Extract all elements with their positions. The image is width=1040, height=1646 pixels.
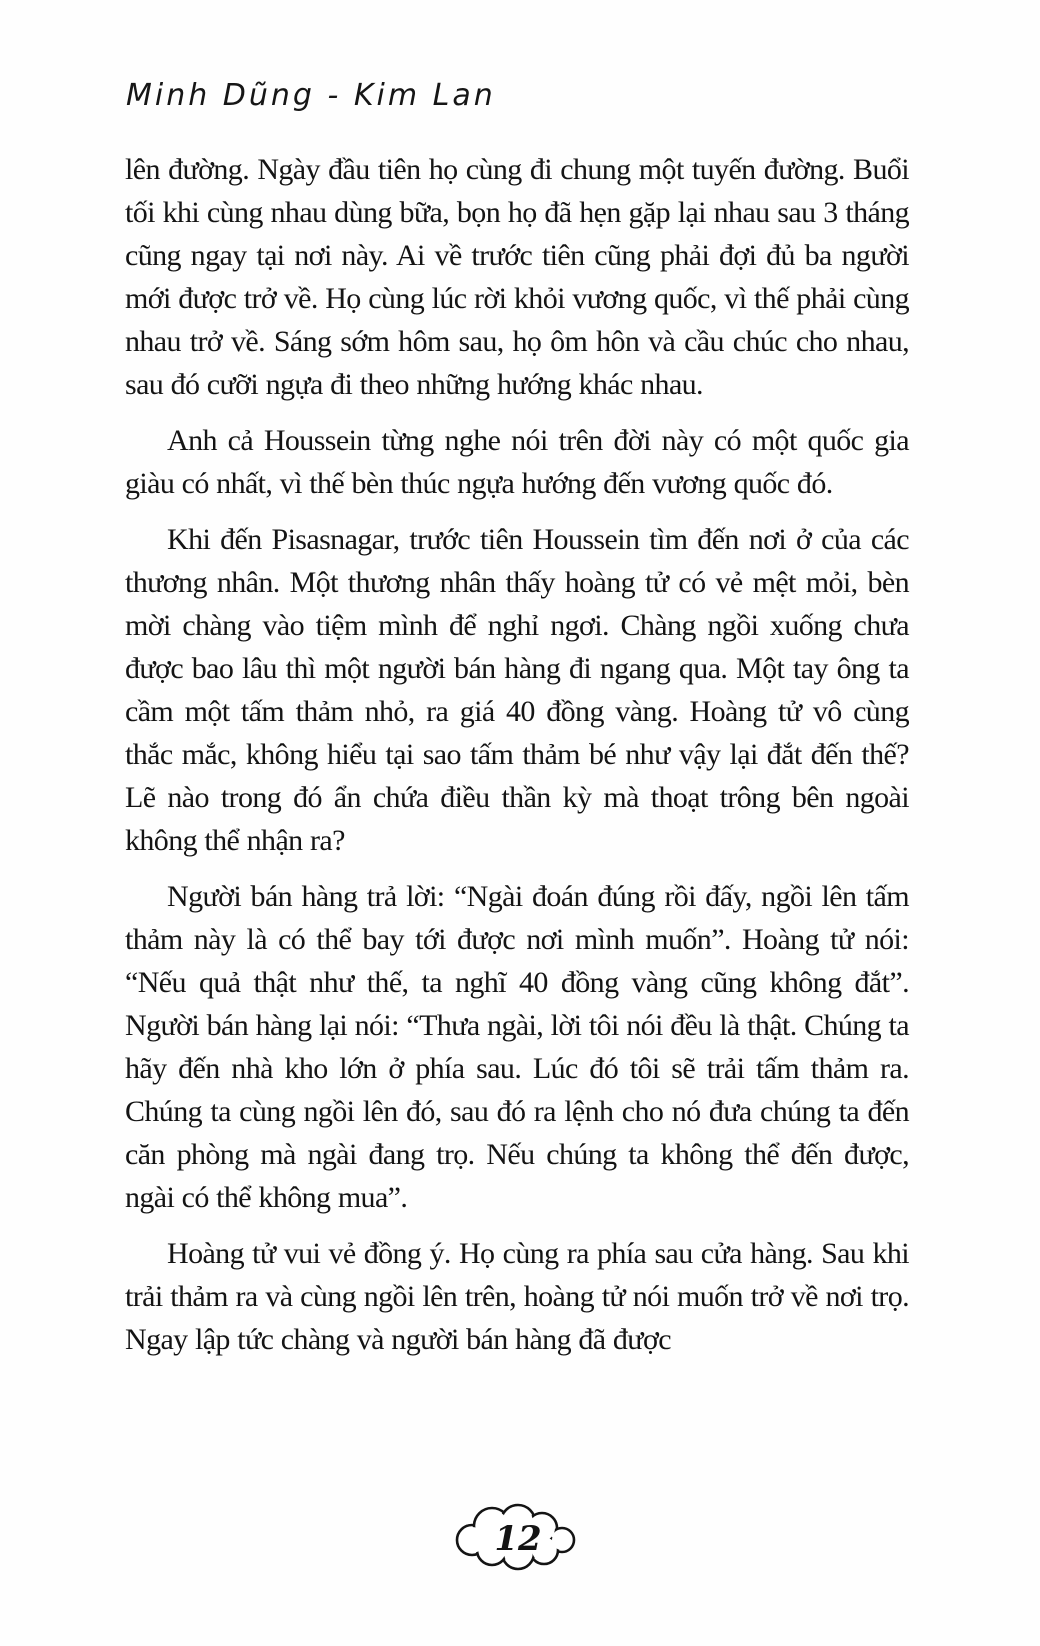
page-number: 12 [494,1519,542,1559]
author-header: Minh Dũng - Kim Lan [126,78,496,113]
cloud-icon [440,1498,600,1582]
page-number-ornament [440,1498,600,1582]
paragraph: Khi đến Pisasnagar, trước tiên Houssein tìm đến nơi ở của các thương nhân. Một thương nhân thấy hoàng tử có vẻ mệt mỏi, bèn mời chàng vào tiệm mình để nghỉ ngơi. Chàng ngồi xuống chưa được bao lâu thì một người bán hàng đi ngang qua. Một tay ông ta cầm một tấm thảm nhỏ, ra giá 40 đồng vàng. Hoàng tử vô cùng thắc mắc, không hiểu tại sao tấm thảm bé như vậy lại đắt đến thế? Lẽ nào trong đó ẩn chứa điều thần kỳ mà thoạt trông bên ngoài không thể nhận ra? [125,523,909,857]
paragraph: Anh cả Houssein từng nghe nói trên đời này có một quốc gia giàu có nhất, vì thế bèn thúc ngựa hướng đến vương quốc đó. [125,424,909,500]
paragraph: Hoàng tử vui vẻ đồng ý. Họ cùng ra phía sau cửa hàng. Sau khi trải thảm ra và cùng ngồi lên trên, hoàng tử nói muốn trở về nơi trọ. Ngay lập tức chàng và người bán hàng đã được [125,1237,909,1356]
body-text-column [125,148,909,1361]
paragraph: lên đường. Ngày đầu tiên họ cùng đi chung một tuyến đường. Buổi tối khi cùng nhau dùng bữa, bọn họ đã hẹn gặp lại nhau sau 3 tháng cũng ngay tại nơi này. Ai về trước tiên cũng phải đợi đủ ba người mới được trở về. Họ cùng lúc rời khỏi vương quốc, vì thế phải cùng nhau trở về. Sáng sớm hôm sau, họ ôm hôn và cầu chúc cho nhau, sau đó cưỡi ngựa đi theo những hướng khác nhau. [125,153,909,401]
paragraph: Người bán hàng trả lời: “Ngài đoán đúng rồi đấy, ngồi lên tấm thảm này là có thể bay tới được nơi mình muốn”. Hoàng tử nói: “Nếu quả thật như thế, ta nghĩ 40 đồng vàng cũng không đắt”. Người bán hàng lại nói: “Thưa ngài, lời tôi nói đều là thật. Chúng ta hãy đến nhà kho lớn ở phía sau. Lúc đó tôi sẽ trải tấm thảm ra. Chúng ta cùng ngồi lên đó, sau đó ra lệnh cho nó đưa chúng ta đến căn phòng mà ngài đang trọ. Nếu chúng ta không thể đến được, ngài có thể không mua”. [125,880,909,1214]
